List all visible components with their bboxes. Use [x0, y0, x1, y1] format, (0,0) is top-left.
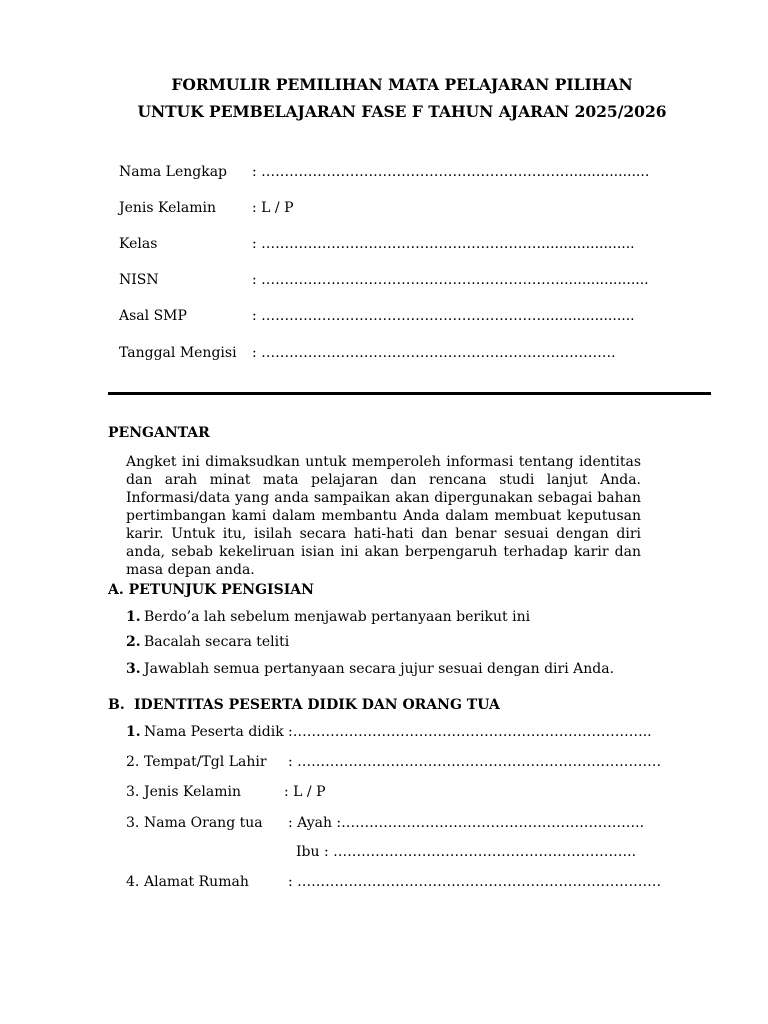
intro-paragraph: Angket ini dimaksudkan untuk memperoleh informasi tentang identitas dan arah minat mata pelajaran dan rencana studi lanjut Anda. Informasi/data yang anda sampaikan akan dipergunakan sebagai bahan pertimbangan kami dalam membantu Anda dalam membuat keputusan karir. Untuk itu, isilah secara hati-hati dan benar sesuai dengan diri anda, sebab kekeliruan isian ini akan berpengaruh terhadap karir dan masa depan anda.: [126, 454, 641, 578]
field-value-tanggal-mengisi[interactable]: : ………………………………………………………………….: [252, 345, 616, 361]
section-a-item-number: 3.: [126, 661, 141, 677]
field-label-nisn: NISN: [119, 272, 159, 288]
field-label-jenis-kelamin: Jenis Kelamin: [119, 200, 216, 216]
section-b-item-value[interactable]: : ……………………………………………………………………: [288, 754, 662, 770]
section-b-item-value-ayah[interactable]: : Ayah :………………………………………………………..: [288, 815, 645, 831]
section-a-item-text: Bacalah secara teliti: [144, 634, 290, 650]
field-value-nama-lengkap[interactable]: : …………………………………………………………..................: [252, 164, 650, 180]
field-label-kelas: Kelas: [119, 236, 158, 252]
section-b-item-label: Nama Orang tua: [144, 815, 263, 831]
section-a-heading: A. PETUNJUK PENGISIAN: [108, 582, 314, 598]
intro-heading: PENGANTAR: [108, 425, 210, 441]
section-a-item-number: 1.: [126, 609, 141, 625]
section-b-item-value-ibu[interactable]: Ibu : ………………………………………………………..: [296, 844, 637, 860]
field-value-jenis-kelamin[interactable]: : L / P: [252, 200, 294, 216]
field-label-asal-smp: Asal SMP: [119, 308, 187, 324]
form-title-line-1: FORMULIR PEMILIHAN MATA PELAJARAN PILIHAN: [171, 75, 633, 94]
section-b-item-number: 3.: [126, 815, 140, 831]
field-label-tanggal-mengisi: Tanggal Mengisi: [119, 345, 237, 361]
section-b-item-value[interactable]: : ……………………………………………………………………: [288, 874, 662, 890]
field-value-asal-smp[interactable]: : …………………………………………………….....................: [252, 308, 635, 324]
section-b-item-number: 1.: [126, 724, 141, 740]
section-a-item-number: 2.: [126, 634, 141, 650]
section-b-letter: B.: [108, 697, 125, 713]
field-value-kelas[interactable]: : …………………………………………………….....................: [252, 236, 635, 252]
section-b-item-label: Alamat Rumah: [144, 874, 249, 890]
field-label-nama-lengkap: Nama Lengkap: [119, 164, 228, 180]
form-title-line-2: UNTUK PEMBELAJARAN FASE F TAHUN AJARAN 2025/2026: [137, 102, 667, 121]
section-b-item-label: Nama Peserta didik: [144, 724, 284, 740]
section-divider: [108, 392, 711, 395]
section-b-item-number: 3.: [126, 784, 140, 800]
section-b-heading: IDENTITAS PESERTA DIDIK DAN ORANG TUA: [134, 697, 500, 713]
section-b-item-label: Jenis Kelamin: [144, 784, 241, 800]
section-b-item-label: Tempat/Tgl Lahir: [144, 754, 267, 770]
section-b-item-number: 2.: [126, 754, 140, 770]
field-value-nisn[interactable]: : ……………………………………………………….....................: [252, 272, 649, 288]
section-a-item-text: Berdo’a lah sebelum menjawab pertanyaan berikut ini: [144, 609, 531, 625]
section-a-item-text: Jawablah semua pertanyaan secara jujur sesuai dengan diri Anda.: [144, 661, 615, 677]
section-b-item-number: 4.: [126, 874, 140, 890]
section-b-item-value[interactable]: : L / P: [284, 784, 326, 800]
section-b-item-value[interactable]: :…………………………………………………………………..: [288, 724, 652, 740]
